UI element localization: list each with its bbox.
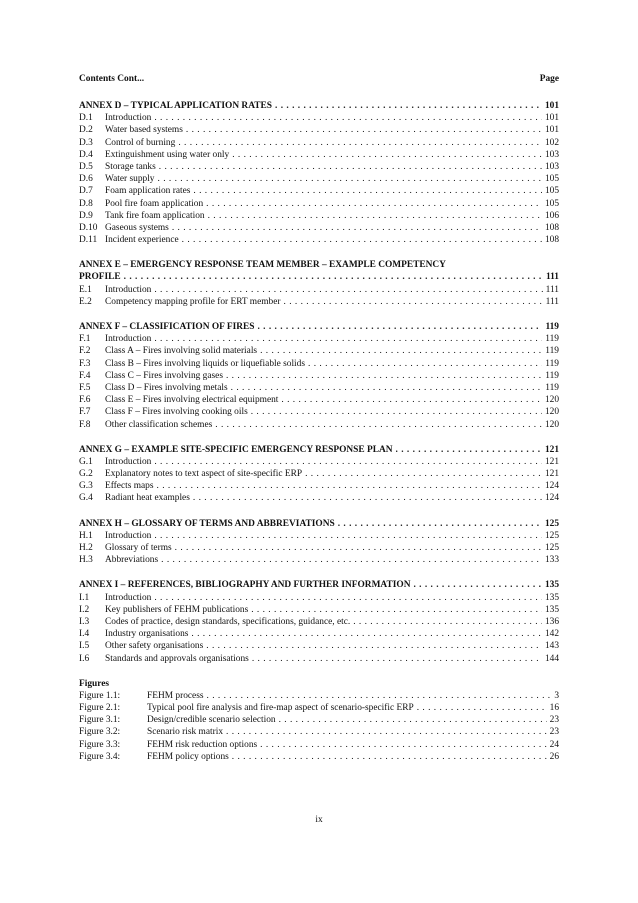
dot-leader [158, 173, 542, 185]
toc-entry[interactable] [79, 149, 559, 161]
entry-title: Other safety organisations [105, 641, 204, 652]
dot-leader [226, 726, 547, 738]
dot-leader [396, 444, 542, 456]
annex-group [79, 579, 559, 664]
toc-entry[interactable] [79, 124, 559, 136]
entry-number: G.2 [79, 469, 93, 480]
contents-header-page-label: Page [539, 74, 559, 84]
toc-entry[interactable] [79, 530, 559, 542]
entry-title: Typical pool fire analysis and fire-map aspect of scenario-specific ERP [147, 703, 414, 714]
dot-leader [154, 333, 542, 345]
annex-heading[interactable] [79, 100, 559, 112]
dot-leader [175, 542, 542, 554]
annex-heading[interactable] [79, 271, 559, 283]
toc-entry[interactable] [79, 370, 559, 382]
dot-leader [154, 592, 542, 604]
entry-number: H.3 [79, 555, 93, 566]
dot-leader [279, 714, 547, 726]
annex-group [79, 321, 559, 431]
dot-leader [232, 751, 547, 763]
entry-number: I.1 [79, 592, 90, 603]
entry-number: Figure 3.1: [79, 715, 121, 726]
dot-leader [251, 406, 542, 418]
entry-page: 105 [544, 198, 559, 209]
entry-page: 121 [544, 456, 559, 467]
entry-title: Industry organisations [105, 629, 189, 640]
entry-number: D.8 [79, 198, 93, 209]
toc-entry[interactable] [79, 358, 559, 370]
entry-number: D.5 [79, 161, 93, 172]
dot-leader [251, 604, 542, 616]
toc-entry[interactable] [79, 640, 559, 652]
toc-entry[interactable] [79, 222, 559, 234]
dot-leader [186, 124, 542, 136]
entry-title: Class C – Fires involving gases [105, 370, 223, 381]
entry-title: Glossary of terms [105, 543, 172, 553]
entry-page: 136 [544, 616, 559, 627]
entry-number: D.1 [79, 113, 93, 124]
annex-heading[interactable] [79, 321, 559, 333]
entry-page: 101 [544, 101, 559, 111]
entry-title: Foam application rates [105, 186, 191, 197]
entry-number: I.3 [79, 616, 90, 627]
dot-leader [207, 690, 552, 702]
entry-title: Gaseous systems [105, 222, 169, 233]
toc-entry[interactable] [79, 542, 559, 554]
entry-title: Storage tanks [105, 161, 156, 172]
dot-leader [281, 394, 542, 406]
entry-title: Scenario risk matrix [147, 727, 224, 738]
entry-number: Figure 3.4: [79, 751, 121, 762]
entry-number: F.1 [79, 334, 91, 345]
toc-entry[interactable] [79, 419, 559, 431]
entry-title: Introduction [105, 113, 152, 124]
figure-entry[interactable] [79, 739, 559, 751]
entry-number: I.6 [79, 653, 90, 664]
toc-entry[interactable] [79, 284, 559, 296]
entry-page: 111 [545, 284, 559, 295]
dot-leader [124, 271, 543, 283]
annex-group [79, 259, 559, 308]
entry-title: Extinguishment using water only [105, 149, 230, 160]
dot-leader [154, 456, 542, 468]
entry-number: Figure 2.1: [79, 703, 121, 714]
entry-page: 142 [544, 629, 559, 640]
entry-page: 111 [545, 272, 559, 283]
toc-entry[interactable] [79, 137, 559, 149]
dot-leader [172, 222, 542, 234]
figure-entry[interactable] [79, 702, 559, 714]
toc-entry[interactable] [79, 234, 559, 246]
entry-page: 135 [544, 592, 559, 603]
dot-leader [193, 492, 542, 504]
entry-number: D.11 [79, 235, 98, 246]
entry-page: 125 [544, 530, 559, 541]
entry-title: Introduction [105, 592, 152, 603]
entry-title: Competency mapping profile for ERT member [105, 296, 281, 307]
dot-leader [206, 640, 542, 652]
entry-title: Control of burning [105, 137, 176, 148]
toc-entry[interactable] [79, 382, 559, 394]
dot-leader [257, 321, 542, 333]
annex-group [79, 444, 559, 505]
toc-entry[interactable] [79, 296, 559, 308]
entry-title: FEHM policy options [147, 751, 229, 762]
entry-page: 119 [545, 370, 559, 381]
entry-page: 3 [554, 690, 559, 701]
toc-entry[interactable] [79, 198, 559, 210]
dot-leader [275, 100, 542, 112]
entry-page: 23 [549, 727, 559, 738]
toc-entry[interactable] [79, 592, 559, 604]
annex-heading-line: ANNEX E – EMERGENCY RESPONSE TEAM MEMBER – EXAMPLE COMPETENCY [79, 260, 446, 271]
toc-entry[interactable] [79, 554, 559, 566]
entry-page: 101 [544, 113, 559, 124]
entry-page: 124 [544, 481, 559, 492]
entry-page: 103 [544, 161, 559, 172]
toc-entry[interactable] [79, 210, 559, 222]
entry-title: Water based systems [105, 125, 183, 136]
dot-leader [305, 468, 542, 480]
entry-page: 101 [544, 125, 559, 136]
dot-leader [338, 518, 542, 530]
entry-number: G.3 [79, 481, 93, 492]
entry-title: Introduction [105, 284, 152, 295]
entry-number: D.7 [79, 186, 93, 197]
entry-page: 16 [549, 703, 559, 714]
entry-page: 125 [544, 518, 559, 529]
toc-entry[interactable] [79, 345, 559, 357]
dot-leader [154, 530, 542, 542]
entry-number: F.7 [79, 407, 91, 418]
entry-page: 119 [545, 382, 559, 393]
toc-entry[interactable] [79, 456, 559, 468]
figures-section [79, 678, 559, 763]
toc-entry[interactable] [79, 480, 559, 492]
entry-page: 135 [544, 604, 559, 615]
toc-entry[interactable] [79, 406, 559, 418]
entry-page: 125 [544, 543, 559, 553]
entry-number: D.4 [79, 149, 93, 160]
dot-leader [260, 739, 546, 751]
dot-leader [226, 370, 542, 382]
entry-title: FEHM process [147, 690, 204, 701]
entry-page: 105 [544, 186, 559, 197]
entry-number: G.1 [79, 456, 93, 467]
entry-title: Incident experience [105, 235, 179, 246]
entry-number: F.4 [79, 370, 91, 381]
toc-entry[interactable] [79, 616, 559, 628]
toc-entry[interactable] [79, 333, 559, 345]
entry-title: Introduction [105, 334, 152, 345]
dot-leader [215, 419, 542, 431]
dot-leader [178, 137, 542, 149]
entry-page: 106 [544, 210, 559, 221]
dot-leader [154, 112, 542, 124]
entry-number: D.3 [79, 137, 93, 148]
figure-entry[interactable] [79, 726, 559, 738]
entry-title: Explanatory notes to text aspect of site-specific ERP [105, 469, 303, 480]
entry-title: Pool fire foam application [105, 198, 204, 209]
entry-title: Standards and approvals organisations [105, 653, 249, 664]
entry-page: 124 [544, 493, 559, 504]
entry-title: Water supply [105, 174, 155, 185]
annex-groups [79, 100, 559, 665]
entry-page: 143 [544, 641, 559, 652]
entry-page: 120 [544, 395, 559, 406]
dot-leader [353, 616, 542, 628]
entry-title: ANNEX G – EXAMPLE SITE-SPECIFIC EMERGENCY RESPONSE PLAN [79, 444, 393, 455]
dot-leader [417, 702, 547, 714]
entry-number: G.4 [79, 493, 93, 504]
dot-leader [161, 554, 542, 566]
entry-title: ANNEX D – TYPICAL APPLICATION RATES [79, 101, 272, 111]
entry-title: ANNEX I – REFERENCES, BIBLIOGRAPHY AND FURTHER INFORMATION [79, 580, 411, 591]
entry-page: 121 [544, 444, 559, 455]
entry-title: ANNEX H – GLOSSARY OF TERMS AND ABBREVIATIONS [79, 518, 335, 529]
dot-leader [154, 284, 542, 296]
dot-leader [232, 149, 542, 161]
annex-group [79, 518, 559, 567]
entry-page: 103 [544, 149, 559, 160]
entry-number: I.5 [79, 641, 90, 652]
annex-heading[interactable] [79, 579, 559, 591]
entry-number: E.1 [79, 284, 92, 295]
entry-page: 102 [544, 137, 559, 148]
entry-title: Class A – Fires involving solid materials [105, 346, 258, 357]
contents-header-title: Contents Cont... [79, 74, 145, 84]
entry-page: 120 [544, 407, 559, 418]
contents-header [79, 73, 559, 85]
entry-number: D.9 [79, 210, 93, 221]
entry-page: 120 [544, 419, 559, 430]
entry-page: 119 [545, 334, 559, 345]
entry-page: 108 [544, 235, 559, 246]
dot-leader [191, 628, 542, 640]
dot-leader [252, 653, 542, 665]
toc-entry[interactable] [79, 468, 559, 480]
entry-title: Class F – Fires involving cooking oils [105, 407, 248, 418]
entry-number: I.2 [79, 604, 90, 615]
toc-entry[interactable] [79, 492, 559, 504]
entry-title: Radiant heat examples [105, 493, 190, 504]
entry-number: Figure 3.2: [79, 727, 121, 738]
entry-page: 119 [545, 358, 559, 369]
entry-title: Class E – Fires involving electrical equipment [105, 395, 279, 406]
entry-number: F.8 [79, 419, 91, 430]
entry-number: F.2 [79, 346, 91, 357]
entry-title: Introduction [105, 456, 152, 467]
entry-number: D.6 [79, 174, 93, 185]
toc-entry[interactable] [79, 628, 559, 640]
dot-leader [413, 579, 541, 591]
toc-entry[interactable] [79, 604, 559, 616]
entry-number: E.2 [79, 296, 92, 307]
dot-leader [182, 234, 542, 246]
toc-entry[interactable] [79, 394, 559, 406]
dot-leader [260, 345, 542, 357]
entry-number: H.1 [79, 530, 93, 541]
figure-entry[interactable] [79, 714, 559, 726]
entry-number: H.2 [79, 543, 93, 553]
entry-number: D.2 [79, 125, 93, 136]
figures-list [79, 690, 559, 763]
entry-number: Figure 3.3: [79, 739, 121, 750]
entry-page: 111 [545, 296, 559, 307]
annex-heading[interactable] [79, 444, 559, 456]
toc-entry[interactable] [79, 653, 559, 665]
dot-leader [284, 296, 543, 308]
entry-page: 108 [544, 222, 559, 233]
dot-leader [159, 161, 542, 173]
entry-title: Abbreviations [105, 555, 159, 566]
toc-entry[interactable] [79, 173, 559, 185]
entry-page: 144 [544, 653, 559, 664]
figures-title: Figures [79, 678, 110, 689]
entry-page: 105 [544, 174, 559, 185]
entry-title: Effects maps [105, 481, 154, 492]
entry-page: 135 [544, 580, 559, 591]
entry-title: Other classification schemes [105, 419, 213, 430]
entry-title: PROFILE [79, 272, 121, 283]
toc-entry[interactable] [79, 185, 559, 197]
entry-title: ANNEX F – CLASSIFICATION OF FIRES [79, 322, 255, 332]
entry-title: Design/credible scenario selection [147, 715, 276, 726]
entry-page: 119 [545, 322, 559, 332]
entry-title: Class D – Fires involving metals [105, 382, 228, 393]
entry-title: Class B – Fires involving liquids or liquefiable solids [105, 358, 305, 369]
entry-title: Codes of practice, design standards, specifications, guidance, etc. [105, 616, 351, 627]
dot-leader [231, 382, 543, 394]
dot-leader [157, 480, 542, 492]
entry-page: 119 [545, 346, 559, 357]
annex-group [79, 100, 559, 246]
toc-entry[interactable] [79, 112, 559, 124]
toc-entry[interactable] [79, 161, 559, 173]
entry-page: 24 [549, 739, 559, 750]
figure-entry[interactable] [79, 751, 559, 763]
entry-number: I.4 [79, 629, 90, 640]
dot-leader [308, 358, 542, 370]
entry-number: F.3 [79, 358, 91, 369]
entry-number: Figure 1.1: [79, 690, 121, 701]
page-number: ix [315, 815, 323, 825]
entry-title: Introduction [105, 530, 152, 541]
entry-page: 133 [544, 555, 559, 566]
entry-title: Key publishers of FEHM publications [105, 604, 249, 615]
entry-number: F.6 [79, 395, 91, 406]
entry-page: 26 [549, 751, 559, 762]
figure-entry[interactable] [79, 690, 559, 702]
entry-number: F.5 [79, 382, 91, 393]
dot-leader [206, 198, 542, 210]
entry-number: D.10 [79, 222, 98, 233]
dot-leader [193, 185, 542, 197]
entry-page: 121 [544, 469, 559, 480]
entry-title: Tank fire foam application [105, 210, 205, 221]
entry-page: 23 [549, 715, 559, 726]
entry-title: FEHM risk reduction options [147, 739, 258, 750]
annex-heading[interactable] [79, 518, 559, 530]
contents-page [79, 73, 559, 763]
dot-leader [208, 210, 542, 222]
